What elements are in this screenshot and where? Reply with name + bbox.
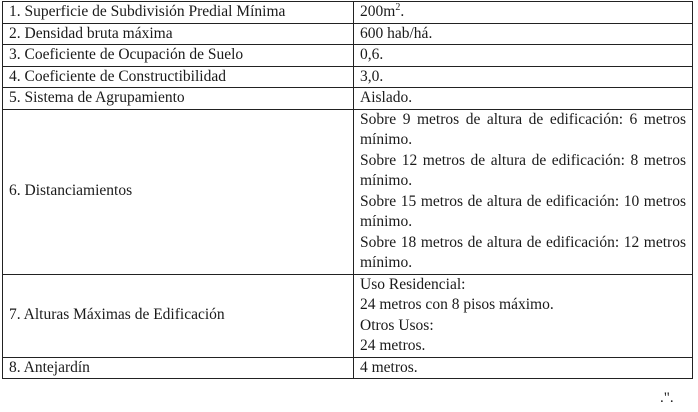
- value-line: 24 metros.: [360, 337, 426, 354]
- row-label: 8. Antejardín: [3, 357, 354, 379]
- row-value: 0,6.: [354, 45, 693, 67]
- superscript: 2: [395, 2, 401, 13]
- closing-quote-mark: .".: [660, 390, 674, 406]
- table-row: [3, 274, 693, 357]
- row-value-multiline: [354, 109, 693, 274]
- row-label: 4. Coeficiente de Constructibilidad: [3, 66, 354, 88]
- value-line: Otros Usos:: [360, 316, 434, 334]
- table-row: [3, 23, 693, 45]
- row-value: 4 metros.: [354, 357, 693, 379]
- table-row: [3, 109, 693, 274]
- table-row: [3, 88, 693, 110]
- table-row: [3, 2, 693, 24]
- table-row: [3, 357, 693, 379]
- table-row: [3, 45, 693, 67]
- row-label: 7. Alturas Máximas de Edificación: [3, 274, 354, 357]
- row-label: 5. Sistema de Agrupamiento: [3, 88, 354, 110]
- row-value: 3,0.: [354, 66, 693, 88]
- zoning-norms-table: [2, 1, 693, 379]
- row-value: 600 hab/há.: [354, 23, 693, 45]
- value-line: Sobre 18 metros de altura de edificación: 12 metros mínimo.: [360, 233, 686, 271]
- table-row: [3, 66, 693, 88]
- value-suffix: .: [400, 3, 405, 20]
- row-label: 1. Superficie de Subdivisión Predial Mínima: [3, 2, 354, 24]
- row-value: Aislado.: [354, 88, 693, 110]
- row-label: 2. Densidad bruta máxima: [3, 23, 354, 45]
- row-label: 3. Coeficiente de Ocupación de Suelo: [3, 45, 354, 67]
- value-line: 24 metros con 8 pisos máximo.: [360, 296, 554, 313]
- row-label: 6. Distanciamientos: [3, 109, 354, 274]
- value-text: 200m: [360, 3, 396, 20]
- row-value-multiline: [354, 274, 693, 357]
- value-line: Uso Residencial:: [360, 275, 466, 293]
- value-line: Sobre 12 metros de altura de edificación: 8 metros mínimo.: [360, 151, 686, 189]
- value-line: Sobre 15 metros de altura de edificación: 10 metros mínimo.: [360, 192, 686, 230]
- row-value: [354, 2, 693, 24]
- value-line: Sobre 9 metros de altura de edificación: 6 metros mínimo.: [360, 110, 686, 148]
